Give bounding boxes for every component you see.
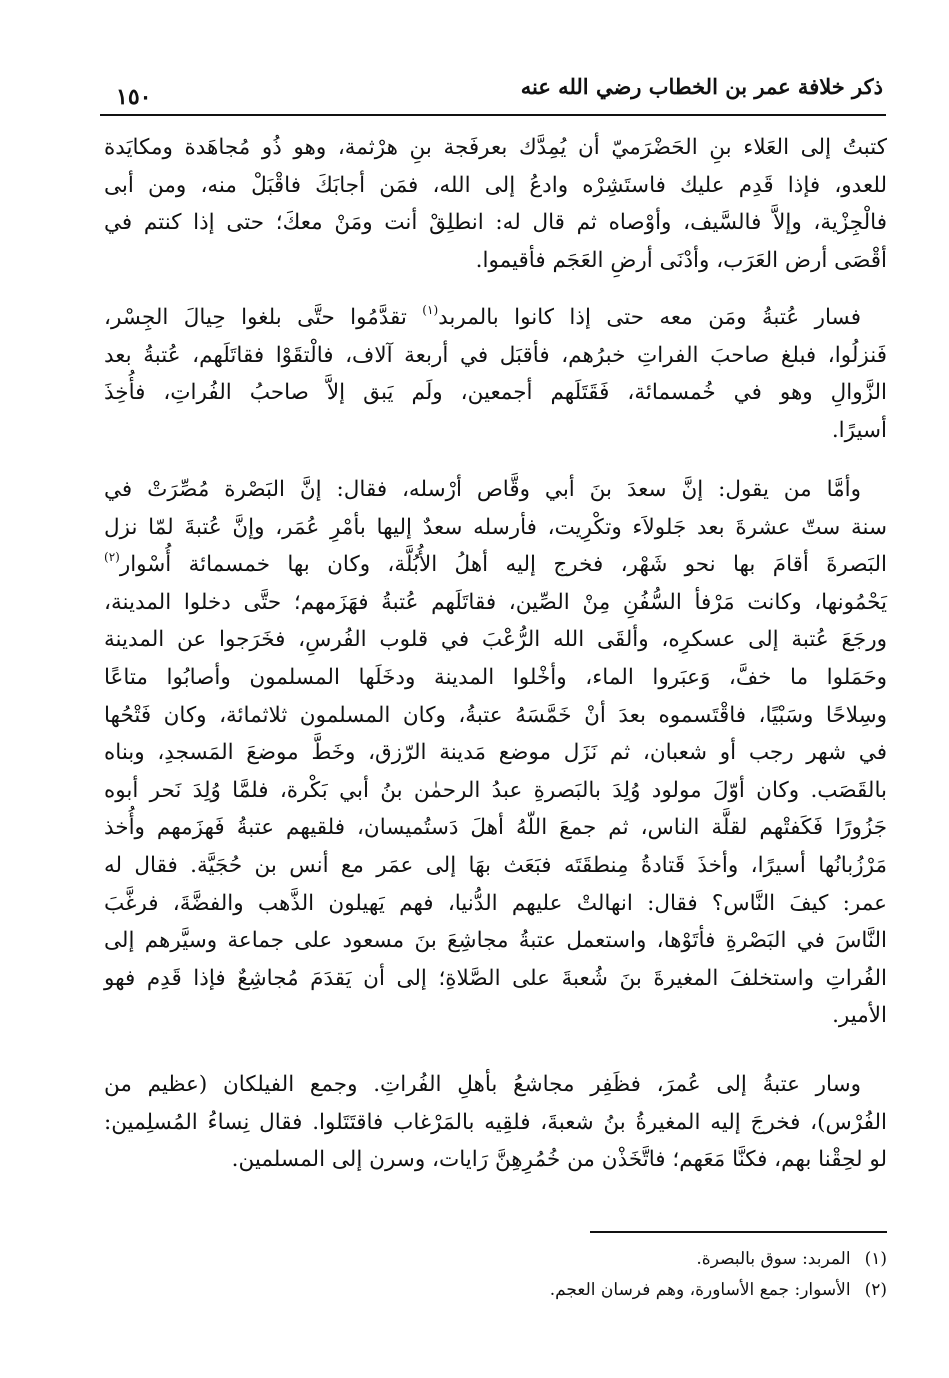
footnote-marker: (١) [422, 303, 439, 317]
text-segment: الزَّوالِ وهو في خُمسمائة، فَقَتَلَهم أجمعين، ولَم يَبق إلاَّ صاحبُ الفُراتِ، فأُخِذَ [104, 380, 887, 406]
paragraph [104, 1066, 887, 1179]
text-segment: عمر: كيفَ النَّاس؟ فقال: انهالتْ عليهم الدُّنيا، فهم يَهيلون الذَّهب والفضَّةَ، فرغَّبَ [104, 890, 887, 916]
text-segment: كتبتُ إلى العَلاء بنِ الحَضْرَميّ أن يُمِدَّك بعرفَجة بنِ هرْثمة، وهو ذُو مُجاهَدة ومكايَدة [104, 135, 887, 160]
text-segment: وسار عتبةُ إلى عُمرَ، فظَفِر مجاشعُ بأهلِ الفُراتِ. وجمع الفيلكان (عظيم من [104, 1072, 861, 1097]
footnote-rule [590, 1231, 887, 1233]
paragraph [104, 129, 887, 279]
footnote-text: المربد: سوق بالبصرة. [696, 1249, 851, 1269]
text-line [104, 584, 887, 622]
text-line [104, 129, 887, 167]
text-segment: فسار عُتبةُ ومَن معه حتى إذا كانوا بالمربد [438, 305, 861, 330]
text-line [104, 772, 887, 810]
paragraph [104, 299, 887, 449]
text-line [104, 960, 887, 998]
footnote [550, 1280, 887, 1300]
text-line [104, 847, 887, 885]
text-line [104, 337, 887, 375]
text-line [104, 204, 887, 242]
text-line [104, 809, 887, 847]
text-segment: الفُرْس)، فخرجَ إليه المغيرةُ بنُ شعبةَ، فلقِيه بالمَرْغاب فاقتَتَلوا. فقال نِساءُ المُسلِمين: [104, 1109, 887, 1135]
footnote-text: الأسوار: جمع الأساورة، وهم فرسان العجم. [549, 1280, 851, 1300]
text-line [104, 412, 887, 450]
text-segment: سنة ستّ عشرةَ بعد جَلولاَء وتكْرِيت، فأرسله سعدٌ إليها بأمْرِ عُمَر، وإنَّ عُتبةَ لمّا نزل [104, 514, 887, 540]
page-number: ١٥٠ [116, 84, 152, 110]
text-segment: وأمَّا من يقول: إنَّ سعدَ بنَ أبي وقَّاص أرْسله، فقال: إنَّ البَصْرة مُصِّرَتْ في [104, 477, 861, 502]
text-segment: بالقَصَب. وكان أوّلَ مولود وُلِدَ بالبَصرةِ عبدُ الرحمٰن بنُ أبي بَكْرة، فلمَّا وُلِدَ نَحر أبوه [104, 777, 887, 803]
text-segment: الفُراتِ واستخلفَ المغيرةَ بنَ شُعبةَ على الصَّلاةِ؛ إلى أن يَقدَمَ مُجاشِعٌ فإذا قَدِم فهو [104, 965, 887, 991]
text-line [104, 734, 887, 772]
text-line [104, 659, 887, 697]
text-line [104, 1066, 887, 1104]
footnote-number: (١) [864, 1249, 887, 1269]
paragraph [104, 471, 887, 1035]
text-line [104, 471, 887, 509]
text-segment: الأمير. [832, 1003, 887, 1029]
text-segment: للعدو، فإذا قَدِم عليك فاستَشِرْه وادعُ إلى الله، فمَن أجابَكَ فاقْبَلْ منه، ومن أبى [104, 172, 887, 198]
text-segment: ورجَعَ عُتبة إلى عسكرِه، وألقَى الله الرُّعْبَ في قلوب الفُرسِ، فخَرَجوا عن المدينة [104, 627, 887, 653]
text-segment: وحَمَلوا ما خفَّ، وَعبَروا الماء، وأخْلوا المدينة ودخَلَها المسلمون وأصابُوا متاعًا [104, 664, 887, 690]
text-segment: لو لحِقْنا بهم، فكنَّا مَعَهم؛ فاتَّخَذْن من خُمُرِهِنَّ رَايات، وسرن إلى المسلمين. [231, 1147, 887, 1173]
text-line [104, 374, 887, 412]
text-line [104, 621, 887, 659]
text-line [104, 997, 887, 1035]
text-line [104, 885, 887, 923]
footnote-marker: (٢) [104, 550, 120, 565]
text-line [104, 1141, 887, 1179]
footnote-number: (٢) [864, 1280, 887, 1300]
header-rule [100, 114, 886, 116]
text-segment: وسِلاحًا وسَبْيًا، فاقْتَسموه بعدَ أنْ خَمَّسَهُ عتبةُ، وكان المسلمون ثلاثمائة، وكان فَتْحُها [104, 702, 887, 728]
running-title: ذكر خلافة عمر بن الخطاب رضي الله عنه [520, 74, 883, 99]
text-line [104, 697, 887, 735]
text-segment: فَنزلُوا، فبلغ صاحبَ الفراتِ خبرُهم، فأقبَل في أربعة آلاف، فالْتقَوْا فقاتَلَهم، عُتبةُ بعد [104, 342, 887, 368]
text-line [104, 509, 887, 547]
text-segment: في شهر رجب أو شعبان، ثم نَزَل موضع مَدينة الرّزق، وخَطَّ موضعَ المَسجدِ، وبناه [104, 740, 887, 766]
text-segment: مَرْزُبانُها أسيرًا، وأخذَ قَتادةُ مِنطقَتَه فبَعَث بهَا إلى عمَر مع أنس بن حُجَيَّة. فقال له [104, 852, 887, 878]
text-segment: أسيرًا. [831, 417, 887, 443]
text-line [104, 922, 887, 960]
text-segment: يَحْمُونها، وكانت مَرْفأ السُّفُنِ مِنْ الصِّين، فقاتَلَهم عُتبةُ فهَزَمهم؛ حتَّى دخلوا المدينة، [104, 589, 887, 615]
text-segment: فالْجِزْية، وإلاَّ فالسَّيف، وأوْصاه ثم قال له: انطلِقْ أنت ومَنْ معكَ؛ حتى إذا كنتم في [104, 210, 887, 236]
text-segment: البَصرةَ أقامَ بها نحو شَهْر، فخرج إليه أهلُ الأُبُلَّة، وكان بها خمسمائة أُسْوار [119, 552, 887, 578]
footnote [696, 1249, 887, 1269]
text-segment: جَزُورًا فَكَفتْهم لقلَّة الناس، ثم جمعَ اللّهُ أهلَ دَستُميسان، فلقيهم عتبةُ فَهزَمهم وأُخذ [104, 815, 887, 841]
text-line [104, 242, 887, 280]
text-segment: تقدَّمُوا حتَّى بلغوا حِيالَ الجِسْر، [104, 305, 423, 330]
text-segment: النَّاسَ في البَصْرةِ فأتَوْها، واستعمل عتبةُ مجاشِعَ بنَ مسعود على جماعة وسيَّرهم إلى [104, 928, 887, 954]
text-line [104, 299, 887, 337]
text-line [104, 167, 887, 205]
text-line [104, 546, 887, 584]
text-line [104, 1104, 887, 1142]
text-segment: أقْصَى أرض العَرَب، وأدْنَى أرضِ العَجَم فأقيموا. [475, 247, 887, 273]
